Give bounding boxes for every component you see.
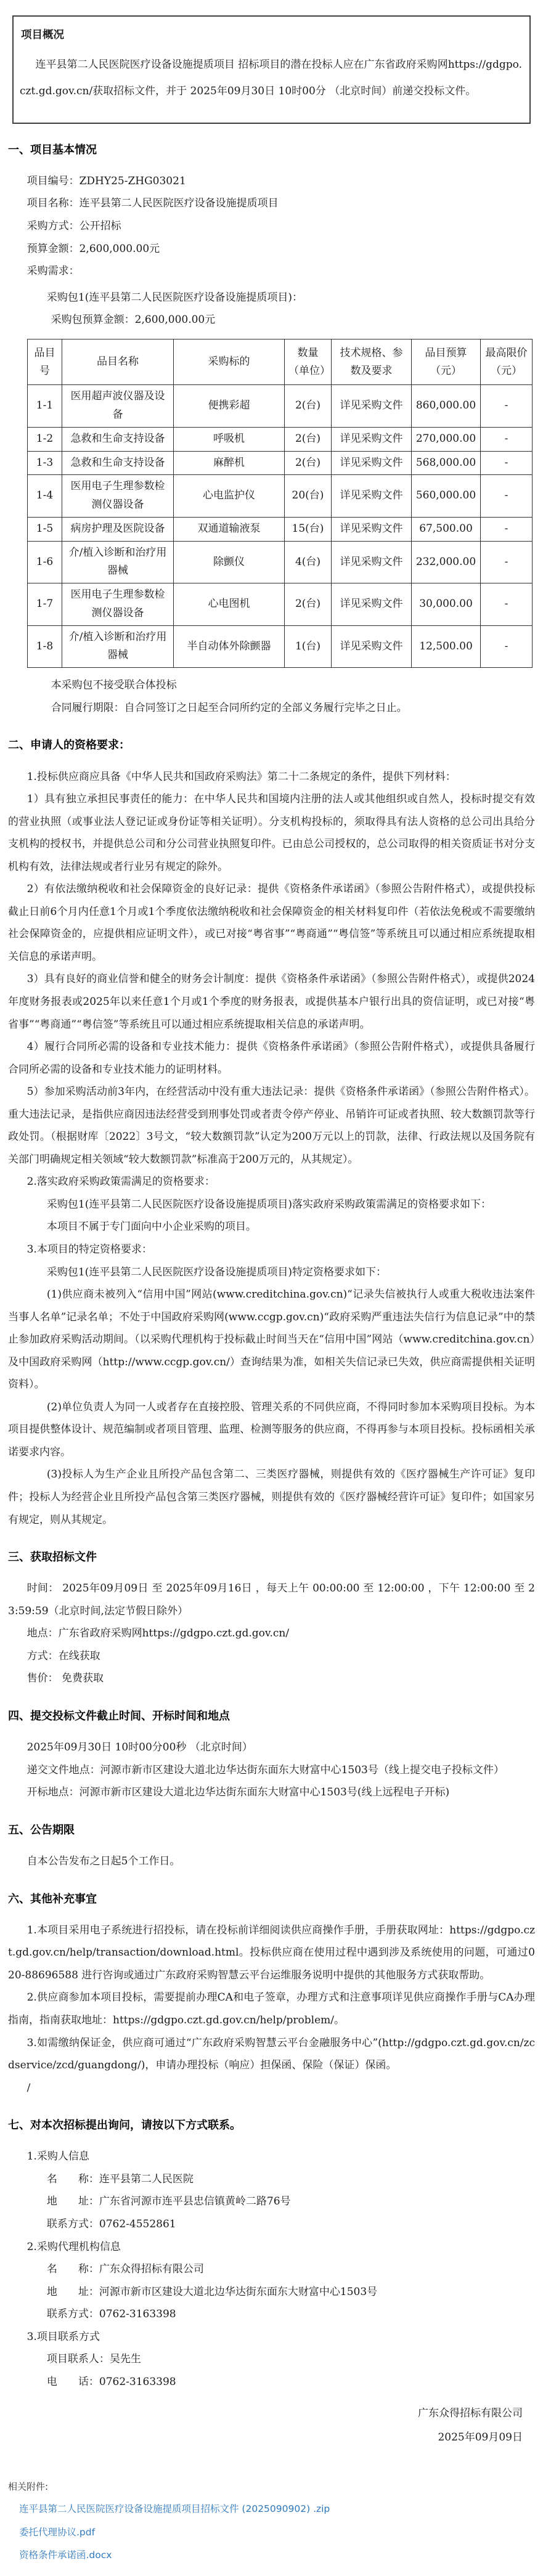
table-cell: 20(台): [285, 475, 332, 518]
table-cell: 1-1: [28, 385, 62, 428]
note-no-consortium: 本采购包不接受联合体投标: [51, 679, 177, 692]
attachment-link-agency-agreement-pdf[interactable]: 委托代理协议.pdf: [19, 2526, 96, 2538]
other-paragraph: 3.如需缴纳保证金，供应商可通过“广东政府采购智慧云平台金融服务中心”(http://gdgpo.czt.gd.gov.cn/zcdservice/zcd/guangdong/)，申请办理投标（响应）担保函、保险（保证）保函。: [8, 2036, 535, 2072]
table-cell: 详见采购文件: [332, 541, 412, 583]
table-cell: 心电图机: [174, 583, 285, 626]
contact-project-title: 3.项目联系方式: [27, 2330, 100, 2343]
deadline-time-line: 2025年09月30日 10时00分00秒 （北京时间）: [27, 1741, 253, 1754]
deadline-submit-place-line: 递交文件地点：河源市新市区建设大道北边华达街东面东大财富中心1503号（线上提交电子投标文件）: [27, 1763, 504, 1776]
col-header-item-no: 品目号: [28, 339, 62, 385]
table-cell: 1-4: [28, 475, 62, 518]
field-project-number: 项目编号：ZDHY25-ZHG03021: [27, 174, 186, 187]
section-heading-basic-info: 一、项目基本情况: [8, 143, 97, 156]
table-cell: 1-7: [28, 583, 62, 626]
obtain-place-line: 地点：广东省政府采购网https://gdgpo.czt.gd.gov.cn/: [27, 1627, 290, 1640]
attachment-link-qualification-letter-docx[interactable]: 资格条件承诺函.docx: [19, 2550, 112, 2561]
table-cell: 详见采购文件: [332, 451, 412, 475]
package-budget: 采购包预算金额：2,600,000.00元: [51, 314, 216, 327]
table-cell: 1-8: [28, 625, 62, 668]
table-cell: 介/植入诊断和治疗用器械: [62, 541, 174, 583]
section-heading-obtain-documents: 三、获取招标文件: [8, 1551, 97, 1564]
contact-agency-title: 2.采购代理机构信息: [27, 2240, 121, 2253]
col-header-item-name: 品目名称: [62, 339, 174, 385]
qualification-paragraph: 3）具有良好的商业信誉和健全的财务会计制度：提供《资格条件承诺函》（参照公告附件格式），或提供2024年度财务报表或2025年以来任意1个月或1个季度的财务报表，或提供基本户银行出具的资信证明，或已对接“粤省事”“粤商通”“粤信签”等系统且可以通过相应系统提取相关信息的承诺声明。: [8, 973, 535, 1031]
table-cell-budget: 30,000.00: [412, 583, 481, 626]
table-cell: 1-6: [28, 541, 62, 583]
section-heading-qualification: 二、申请人的资格要求：: [8, 739, 130, 752]
table-cell: 1-5: [28, 517, 62, 541]
other-paragraph: 1.本项目采用电子系统进行招投标，请在投标前详细阅读供应商操作手册，手册获取网址：https://gdgpo.czt.gd.gov.cn/help/transaction/download.html。投标供应商在使用过程中遇到涉及系统使用的问题，可通过020-88696588 进行咨询或通过广东政府采购智慧云平台运维服务说明中提供的其他服务方式获取帮助。: [8, 1924, 535, 1981]
other-paragraph: 2.供应商参加本项目投标，需要提前办理CA和电子签章，办理方式和注意事项详见供应商操作手册与CA办理指南，指南获取地址：https://gdgpo.czt.gd.gov.cn/help/problem/。: [8, 1991, 535, 2026]
table-cell-max-price: -: [481, 385, 533, 428]
table-cell-max-price: -: [481, 517, 533, 541]
qualification-paragraph: 3.本项目的特定资格要求：: [27, 1243, 152, 1256]
obtain-method-line: 方式：在线获取: [27, 1649, 100, 1662]
table-cell: 1-3: [28, 451, 62, 475]
qualification-paragraph: (3)投标人为生产企业且所投产品包含第二、三类医疗器械，则提供有效的《医疗器械生产许可证》复印件；投标人为经营企业且所投产品包含第三类医疗器械，则提供有效的《医疗器械经营许可证》复印件；如国家另有规定，则从其规定。: [8, 1468, 535, 1526]
col-header-tech-spec: 技术规格、参数及要求: [332, 339, 412, 385]
items-table: [27, 339, 533, 668]
table-cell-max-price: -: [481, 427, 533, 451]
contact-agency-phone: 联系方式：0762-3163398: [46, 2308, 176, 2321]
table-cell-budget: 270,000.00: [412, 427, 481, 451]
overview-title: 项目概况: [21, 29, 64, 41]
attachments-heading: 相关附件:: [8, 2481, 49, 2492]
table-cell-max-price: -: [481, 451, 533, 475]
contact-project-phone: 电 话：0762-3163398: [46, 2375, 176, 2388]
table-cell: 半自动体外除颤器: [174, 625, 285, 668]
table-cell: 双通道输液泵: [174, 517, 285, 541]
table-cell: 详见采购文件: [332, 583, 412, 626]
field-budget-amount: 预算金额：2,600,000.00元: [27, 242, 160, 255]
table-row: [28, 625, 533, 668]
qualification-paragraph: (1)供应商未被列入“信用中国”网站(www.creditchina.gov.cn)“记录失信被执行人或重大税收违法案件当事人名单”记录名单；不处于中国政府采购网(www.ccgp.gov.cn)“政府采购严重违法失信行为信息记录”中的禁止参加政府采购活动期间。（以采购代理机构于投标截止时间当天在“信用中国”网站（www.creditchina.gov.cn）及中国政府采购网（http://www.ccgp.gov.cn/）查询结果为准，如相关失信记录已失效，供应商需提供相关证明资料）。: [8, 1288, 535, 1391]
attachment-link-tender-file-zip[interactable]: 连平县第二人民医院医疗设备设施提质项目招标文件 (2025090902) .zip: [19, 2503, 330, 2514]
section-heading-contact: 七、对本次招标提出询问，请按以下方式联系。: [8, 2119, 241, 2132]
field-procurement-demand: 采购需求：: [27, 265, 80, 278]
contact-purchaser-address: 地 址：广东省河源市连平县忠信镇黄岭二路76号: [46, 2195, 291, 2208]
table-cell: 15(台): [285, 517, 332, 541]
section-heading-notice-period: 五、公告期限: [8, 1823, 75, 1837]
table-cell: 病房护理及医院设备: [62, 517, 174, 541]
table-cell-budget: 67,500.00: [412, 517, 481, 541]
table-cell-max-price: -: [481, 475, 533, 518]
table-cell: 除颤仪: [174, 541, 285, 583]
qualification-paragraph: 采购包1(连平县第二人民医院医疗设备设施提质项目)落实政府采购政策需满足的资格要求如下：: [46, 1198, 491, 1211]
table-cell: 介/植入诊断和治疗用器械: [62, 625, 174, 668]
signature-block: [8, 2402, 535, 2450]
qualification-paragraph: (2)单位负责人为同一人或者存在直接控股、管理关系的不同供应商，不得同时参加本采购项目投标。为本项目提供整体设计、规范编制或者项目管理、监理、检测等服务的供应商，不得再参与本项目投标。投标函相关承诺要求内容。: [8, 1400, 535, 1458]
project-overview-box: [12, 15, 531, 124]
table-cell-budget: 568,000.00: [412, 451, 481, 475]
obtain-time-line: 时间： 2025年09月09日 至 2025年09月16日 ，每天上午 00:00:00 至 12:00:00 ，下午 12:00:00 至 23:59:59（北京时间,法定节假日除外）: [8, 1582, 535, 1617]
table-row: [28, 541, 533, 583]
table-cell: 2(台): [285, 385, 332, 428]
qualification-paragraph: 本项目不属于专门面向中小企业采购的项目。: [46, 1221, 256, 1233]
table-cell: 便携彩超: [174, 385, 285, 428]
other-slash-line: /: [27, 2081, 31, 2094]
table-cell: 详见采购文件: [332, 517, 412, 541]
table-cell-max-price: -: [481, 625, 533, 668]
qualification-paragraph: 2）有依法缴纳税收和社会保障资金的良好记录：提供《资格条件承诺函》（参照公告附件格式），或提供投标截止日前6个月内任意1个月或1个季度依法缴纳税收和社会保障资金的相关材料复印件（若依法免税或不需要缴纳社会保障资金的，应提供相应证明文件），或已对接“粤省事”“粤商通”“粤信签”等系统且可以通过相应系统提取相关信息的承诺声明。: [8, 883, 535, 963]
contact-purchaser-name: 名 称：连平县第二人民医院: [46, 2172, 194, 2185]
field-procurement-method: 采购方式：公开招标: [27, 219, 121, 232]
table-row: [28, 583, 533, 626]
table-cell: 急救和生命支持设备: [62, 427, 174, 451]
qualification-paragraph: 采购包1(连平县第二人民医院医疗设备设施提质项目)特定资格要求如下：: [46, 1266, 386, 1278]
deadline-open-place-line: 开标地点：河源市新市区建设大道北边华达街东面东大财富中心1503号(线上远程电子开标): [27, 1786, 450, 1799]
section-heading-deadline: 四、提交投标文件截止时间、开标时间和地点: [8, 1710, 230, 1723]
attachments-section: [8, 2480, 535, 2576]
qualification-paragraph: 4）履行合同所必需的设备和专业技术能力：提供《资格条件承诺函》（参照公告附件格式），或提供具备履行合同所必需的设备和专业技术能力的证明材料。: [8, 1041, 535, 1076]
table-cell: 急救和生命支持设备: [62, 451, 174, 475]
qualification-paragraph: 1）具有独立承担民事责任的能力：在中华人民共和国境内注册的法人或其他组织或自然人，投标时提交有效的营业执照（或事业法人登记证或身份证等相关证明）。分支机构投标的，须取得具有法人资格的总公司出具给分支机构的授权书，并提供总公司和分公司营业执照复印件。已由总公司授权的，总公司取得的相关资质证书对分支机构有效，法律法规或者行业另有规定的除外。: [8, 793, 535, 873]
qualification-paragraph: 1.投标供应商应具备《中华人民共和国政府采购法》第二十二条规定的条件，提供下列材料：: [27, 770, 456, 783]
table-cell-budget: 860,000.00: [412, 385, 481, 428]
notice-period-text: 自本公告发布之日起5个工作日。: [27, 1855, 181, 1868]
table-header-row: [28, 339, 533, 385]
field-project-name: 项目名称：连平县第二人民医院医疗设备设施提质项目: [27, 197, 279, 210]
table-row: [28, 517, 533, 541]
signature-company: 广东众得招标有限公司: [418, 2407, 523, 2420]
contact-purchaser-title: 1.采购人信息: [27, 2150, 89, 2163]
table-cell-max-price: -: [481, 541, 533, 583]
table-cell: 2(台): [285, 427, 332, 451]
contact-agency-address: 地 址：河源市新市区建设大道北边华达街东面东大财富中心1503号: [46, 2285, 378, 2298]
col-header-procurement-target: 采购标的: [174, 339, 285, 385]
col-header-max-price: 最高限价（元）: [481, 339, 533, 385]
table-cell-budget: 560,000.00: [412, 475, 481, 518]
obtain-price-line: 售价： 免费获取: [27, 1672, 104, 1685]
col-header-item-budget: 品目预算（元）: [412, 339, 481, 385]
col-header-quantity: 数量（单位）: [285, 339, 332, 385]
table-cell: 医用超声波仪器及设备: [62, 385, 174, 428]
package-title: 采购包1(连平县第二人民医院医疗设备设施提质项目)：: [46, 291, 303, 304]
table-cell: 1(台): [285, 625, 332, 668]
table-row: [28, 451, 533, 475]
table-cell: 医用电子生理参数检测仪器设备: [62, 583, 174, 626]
contact-project-person: 项目联系人：吴先生: [46, 2353, 141, 2366]
table-cell-budget: 12,500.00: [412, 625, 481, 668]
table-row: [28, 475, 533, 518]
qualification-paragraph: 5）参加采购活动前3年内，在经营活动中没有重大违法记录：提供《资格条件承诺函》（参照公告附件格式）。重大违法记录，是指供应商因违法经营受到刑事处罚或者责令停产停业、吊销许可证或者执照、较大数额罚款等行政处罚。（根据财库〔2022〕3号文，“较大数额罚款”认定为200万元以上的罚款，法律、行政法规以及国务院有关部门明确规定相关领域“较大数额罚款”标准高于200万元的，从其规定）。: [8, 1086, 535, 1166]
table-cell: 详见采购文件: [332, 625, 412, 668]
table-cell: 4(台): [285, 541, 332, 583]
table-cell: 详见采购文件: [332, 475, 412, 518]
note-contract-term: 合同履行期限：自合同签订之日起至合同所约定的全部义务履行完毕之日止。: [51, 701, 407, 714]
table-cell: 医用电子生理参数检测仪器设备: [62, 475, 174, 518]
overview-text: 连平县第二人民医院医疗设备设施提质项目 招标项目的潜在投标人应在广东省政府采购网https://gdgpo.czt.gd.gov.cn/获取招标文件，并于 2025年09月30日 10时00分 （北京时间）前递交投标文件。: [20, 59, 522, 98]
table-cell: 2(台): [285, 451, 332, 475]
table-cell: 详见采购文件: [332, 427, 412, 451]
table-row: [28, 427, 533, 451]
table-cell: 呼吸机: [174, 427, 285, 451]
section-heading-other-matters: 六、其他补充事宜: [8, 1892, 97, 1906]
table-cell: 心电监护仪: [174, 475, 285, 518]
table-cell: 麻醉机: [174, 451, 285, 475]
contact-purchaser-phone: 联系方式：0762-4552861: [46, 2217, 176, 2230]
contact-agency-name: 名 称：广东众得招标有限公司: [46, 2263, 204, 2276]
table-cell-max-price: -: [481, 583, 533, 626]
table-cell: 1-2: [28, 427, 62, 451]
qualification-paragraph: 2.落实政府采购政策需满足的资格要求：: [27, 1176, 215, 1188]
table-row: [28, 385, 533, 428]
table-cell-budget: 232,000.00: [412, 541, 481, 583]
signature-date: 2025年09月09日: [438, 2431, 523, 2444]
table-cell: 2(台): [285, 583, 332, 626]
table-cell: 详见采购文件: [332, 385, 412, 428]
